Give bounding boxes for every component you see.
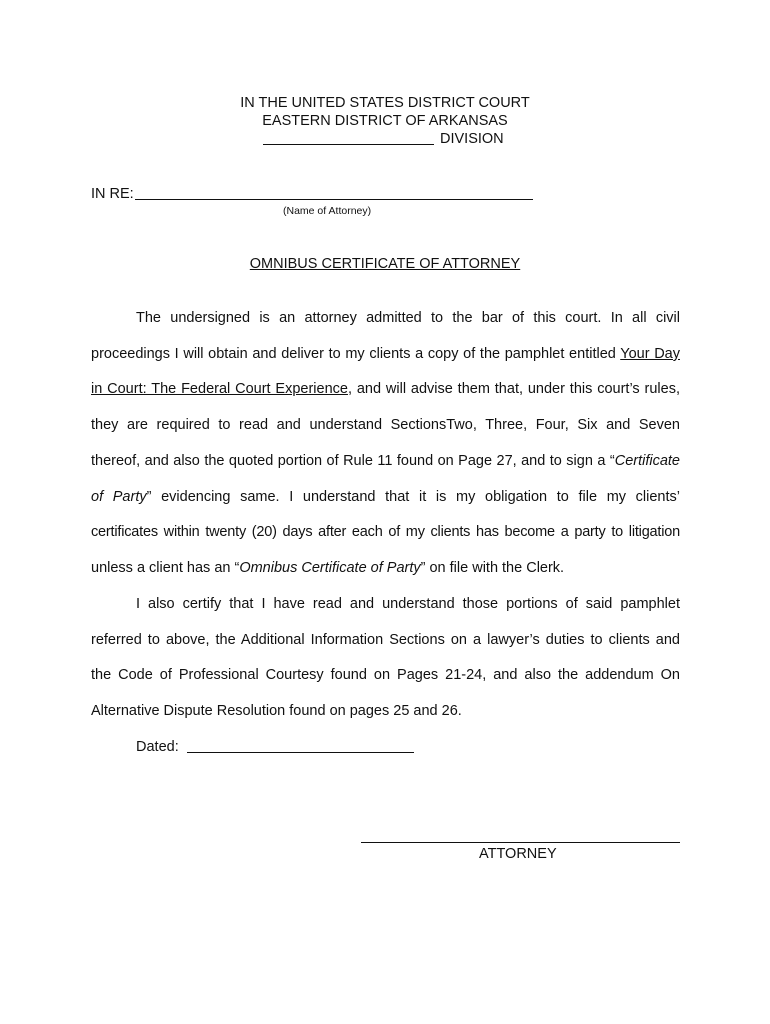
court-district: EASTERN DISTRICT OF ARKANSAS bbox=[262, 113, 508, 129]
paragraph1-line7: certificates within twenty (20) days after each of my clients has become a party to litigation bbox=[91, 524, 680, 540]
in-re-label: IN RE: bbox=[91, 186, 134, 202]
paragraph1-line6-text: ” evidencing same. I understand that it is my obligation to file my clients’ bbox=[146, 489, 680, 505]
paragraph1-line3-text: , and will advise them that, under this court’s rules, bbox=[347, 381, 680, 397]
paragraph1-line5-text: thereof, and also the quoted portion of Rule 11 found on Page 27, and to sign a “ bbox=[91, 453, 615, 469]
pamphlet-title-part1: Your Day bbox=[620, 346, 680, 362]
attorney-name-blank[interactable] bbox=[135, 199, 533, 200]
pamphlet-title-part2: in Court: The Federal Court Experience bbox=[91, 381, 348, 397]
attorney-name-caption: (Name of Attorney) bbox=[283, 205, 372, 217]
paragraph1-line3 bbox=[91, 379, 680, 399]
dated-label: Dated: bbox=[136, 739, 179, 755]
document-title: OMNIBUS CERTIFICATE OF ATTORNEY bbox=[249, 256, 521, 272]
paragraph1-line2-text: proceedings I will obtain and deliver to my clients a copy of the pamphlet entitled bbox=[91, 346, 621, 362]
paragraph1-line8-text-b: ” on file with the Clerk. bbox=[420, 560, 565, 576]
paragraph2-line1: I also certify that I have read and understand those portions of said pamphlet bbox=[136, 596, 680, 612]
paragraph1-line1: The undersigned is an attorney admitted to the bar of this court. In all civil bbox=[136, 310, 680, 326]
omnibus-certificate-phrase: Omnibus Certificate of Party bbox=[239, 560, 421, 576]
paragraph1-line6 bbox=[91, 487, 680, 507]
division-blank[interactable] bbox=[263, 144, 434, 145]
court-name: IN THE UNITED STATES DISTRICT COURT bbox=[240, 95, 530, 111]
paragraph2-line3: the Code of Professional Courtesy found on Pages 21-24, and also the addendum On bbox=[91, 667, 680, 683]
paragraph1-line2 bbox=[91, 344, 680, 364]
date-blank[interactable] bbox=[187, 752, 414, 753]
paragraph2-line4: Alternative Dispute Resolution found on pages 25 and 26. bbox=[91, 703, 462, 719]
paragraph2-line2: referred to above, the Additional Information Sections on a lawyer’s duties to clients and bbox=[91, 632, 680, 648]
paragraph1-line4: they are required to read and understand SectionsTwo, Three, Four, Six and Seven bbox=[91, 417, 680, 433]
paragraph1-line8 bbox=[91, 558, 680, 578]
division-label: DIVISION bbox=[440, 131, 504, 147]
paragraph1-line5 bbox=[91, 451, 680, 471]
certificate-word: Certificate bbox=[614, 453, 680, 469]
signature-label: ATTORNEY bbox=[479, 846, 557, 862]
of-party-words: of Party bbox=[91, 489, 147, 505]
signature-line[interactable] bbox=[361, 842, 680, 843]
paragraph1-line8-text-a: unless a client has an “ bbox=[91, 560, 240, 576]
